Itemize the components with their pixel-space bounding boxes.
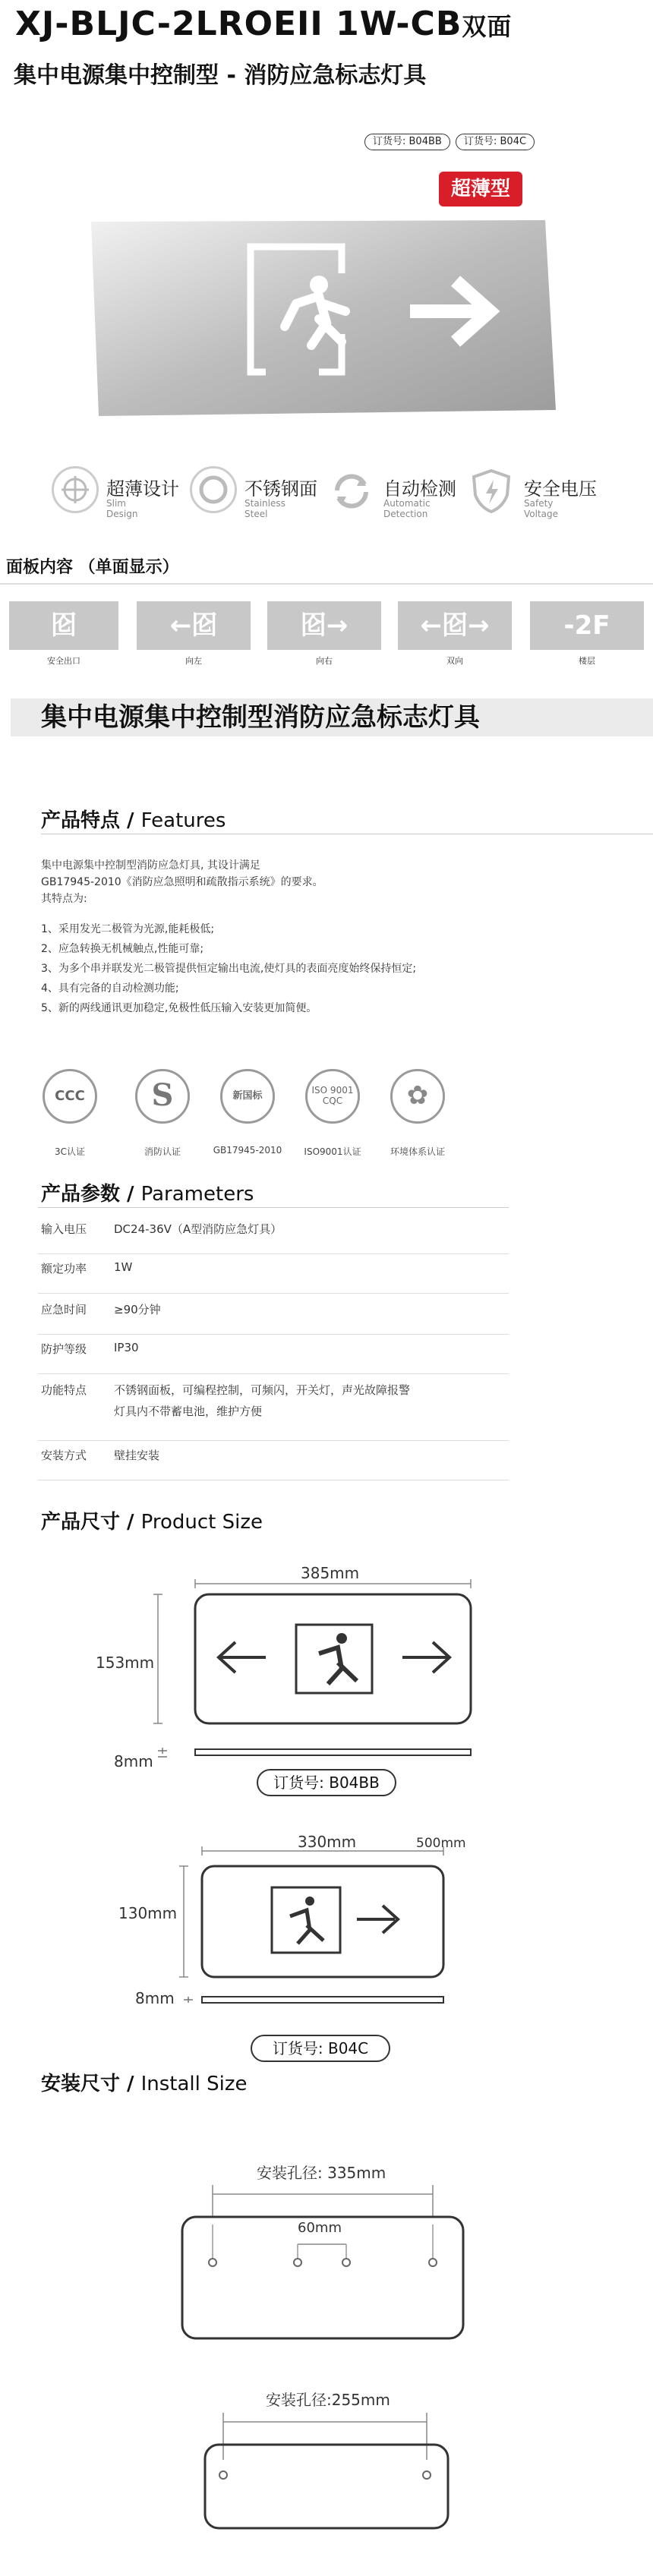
features-intro-2: GB17945-2010《消防应急照明和疏散指示系统》的要求。 [41,876,323,888]
tile-caption: 楼层 [579,656,595,666]
install-hole-a: 安装孔径: 335mm [257,2164,386,2182]
panel-content-label: 面板内容 （单面显示） [6,558,179,577]
dim-extra-b: 500mm [416,1836,466,1851]
dim-height-a: 153mm [96,1654,155,1672]
feature-slim-en: Slim Design [106,498,138,519]
features-item: 2、应急转换无机械触点,性能可靠; [41,943,204,955]
tile-caption: 双向 [446,656,463,666]
product-model-title [15,5,512,43]
order-chip-b04c: 订货号: B04C [251,2035,390,2062]
new-standard-icon: 新国标 [220,1069,275,1124]
cert-caption: GB17945-2010 [213,1145,282,1156]
env-cert-icon: ✿ [390,1069,445,1124]
cert-caption: 3C认证 [54,1146,85,1157]
param-row: 输入电压 DC24-36V（A型消防应急灯具） [38,1221,509,1254]
feature-detect-en: Automatic Detection [383,498,431,519]
cert-caption: 环境体系认证 [390,1146,445,1157]
divider [38,1207,509,1208]
divider [0,583,653,585]
slim-icon [52,466,99,513]
panel-tile-floor: -2F [530,601,644,650]
dim-width-b: 330mm [298,1833,357,1851]
feature-voltage-en: Safety Voltage [524,498,559,519]
order-tag-b04c: 订货号: B04C [456,134,535,150]
features-item: 4、具有完备的自动检测功能; [41,982,179,995]
fire-cert-icon: S [135,1069,190,1124]
install-hole-b: 安装孔径:255mm [266,2391,390,2409]
feature-detect-title: 自动检测 [383,478,456,500]
tile-caption: 安全出口 [47,656,80,666]
feature-steel-en: Stainless Steel [244,498,285,519]
tile-caption: 向右 [316,656,333,666]
dim-height-b: 130mm [118,1904,178,1922]
product-a-drawing [91,1572,486,1784]
iso-cert-icon: ISO 9001 CQC [305,1069,360,1124]
product-b-drawing [167,1840,471,2007]
size-heading: 产品尺寸 / Product Size [41,1511,263,1534]
features-item: 5、新的两线通讯更加稳定,免极性低压输入安装更加简便。 [41,1002,317,1014]
feature-slim-title: 超薄设计 [106,478,179,500]
params-heading: 产品参数 / Parameters [41,1183,254,1206]
hero-sign-image [91,220,556,418]
dim-thick-a: 8mm [114,1752,153,1770]
install-heading: 安装尺寸 / Install Size [41,2073,248,2095]
features-intro-1: 集中电源集中控制型消防应急灯具, 其设计满足 [41,859,260,872]
feature-voltage-title: 安全电压 [524,478,597,500]
cert-caption: 消防认证 [144,1146,181,1157]
order-tag-b04bb: 订货号: B04BB [364,134,450,150]
param-row: 应急时间 ≥90分钟 [38,1301,509,1335]
install-b-drawing [190,2399,478,2536]
param-row: 安装方式 壁挂安装 [38,1447,509,1480]
features-item: 3、为多个串并联发光二极管提供恒定输出电流,使灯具的表面亮度始终保持恒定; [41,963,417,975]
tile-caption: 向左 [185,656,202,666]
param-row: 额定功率 1W [38,1260,509,1294]
thin-badge: 超薄型 [439,172,522,207]
refresh-icon [328,468,375,515]
shield-bolt-icon [469,468,513,515]
panel-tile-right: 囵→ [267,601,381,650]
features-intro-3: 其特点为: [41,893,87,905]
model-suffix: 双面 [462,12,513,41]
order-chip-b04bb: 订货号: B04BB [257,1769,396,1796]
install-a-drawing [175,2171,494,2346]
dim-width-a: 385mm [301,1564,360,1582]
ccc-cert-icon: CCC [43,1069,97,1124]
dim-thick-b: 8mm [135,1989,175,2007]
features-item: 1、采用发光二极管为光源,能耗极低; [41,923,215,935]
steel-icon [190,466,237,513]
panel-tile-left: ←囵 [137,601,251,650]
model-code: XJ-BLJC-2LROEII 1W-CB [15,5,462,43]
feature-steel-title: 不锈钢面 [244,478,317,500]
param-row: 功能特点 不锈钢面板，可编程控制，可频闪，开关灯，声光故障报警 灯具内不带蓄电池，维护方便 [38,1382,509,1441]
install-inner-a: 60mm [298,2220,342,2236]
features-heading: 产品特点 / Features [41,809,226,832]
panel-tile-both: ←囵→ [398,601,512,650]
cert-caption: ISO9001认证 [304,1146,361,1157]
section-banner: 集中电源集中控制型消防应急标志灯具 [11,698,653,736]
panel-tile-exit: 囵 [9,601,118,650]
product-subtitle: 集中电源集中控制型 - 消防应急标志灯具 [14,62,427,89]
param-row: 防护等级 IP30 [38,1341,509,1374]
